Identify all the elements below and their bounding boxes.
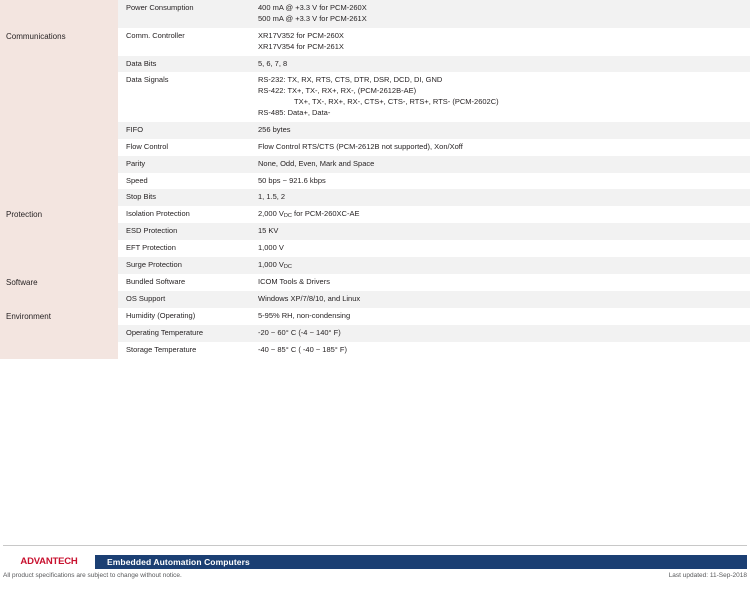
spec-group-label (0, 0, 118, 28)
spec-value-line: RS-485: Data+, Data- (258, 108, 331, 117)
spec-row-name: Data Bits (118, 56, 258, 73)
page-footer (0, 545, 750, 591)
spec-row-name: Operating Temperature (118, 325, 258, 342)
spec-value-line: 1,000 V (258, 243, 284, 253)
spec-row-value (258, 139, 750, 156)
footer-last-updated: Last updated: 11-Sep-2018 (668, 572, 747, 579)
spec-row-value (258, 122, 750, 139)
spec-value-line: 2,000 VDC for PCM-260XC-AE (258, 209, 360, 220)
spec-value-line: TX+, TX-, RX+, RX-, CTS+, CTS-, RTS+, RTS- (PCM-2602C) (294, 97, 499, 107)
spec-row-value (258, 206, 750, 223)
spec-row-name: Surge Protection (118, 257, 258, 274)
table-row (0, 28, 750, 56)
spec-row-name: FIFO (118, 122, 258, 139)
footer-divider (3, 545, 747, 546)
footer-brand-bar (3, 555, 747, 569)
table-row (0, 308, 750, 325)
spec-row-name: Data Signals (118, 72, 258, 122)
spec-value-line: 1,000 VDC (258, 260, 292, 271)
spec-row-name: Isolation Protection (118, 206, 258, 223)
spec-row-value (258, 0, 750, 28)
spec-group-label-software: Software (0, 274, 118, 308)
spec-value-line: -20 ~ 60° C (-4 ~ 140° F) (258, 327, 341, 337)
spec-value-line: 500 mA @ +3.3 V for PCM-261X (258, 13, 367, 23)
spec-value-line: 5, 6, 7, 8 (258, 58, 288, 68)
spec-row-name: Stop Bits (118, 189, 258, 206)
table-row (0, 274, 750, 291)
spec-value-line: 400 mA @ +3.3 V for PCM-260X (258, 3, 367, 12)
spec-row-value (258, 156, 750, 173)
spec-value-line: ICOM Tools & Drivers (258, 277, 330, 287)
spec-value-line: None, Odd, Even, Mark and Space (258, 158, 375, 168)
spec-value-line: -40 ~ 85° C ( -40 ~ 185° F) (258, 344, 347, 354)
spec-row-name: Power Consumption (118, 0, 258, 28)
footer-title: Embedded Automation Computers (107, 557, 250, 567)
spec-row-value (258, 223, 750, 240)
advantech-logo (3, 555, 95, 569)
spec-row-value (258, 308, 750, 325)
spec-row-name: Speed (118, 173, 258, 190)
spec-row-value (258, 325, 750, 342)
spec-row-value (258, 257, 750, 274)
spec-value-line: RS-232: TX, RX, RTS, CTS, DTR, DSR, DCD, DI, GND (258, 75, 443, 85)
spec-value-line: RS-422: TX+, TX-, RX+, RX-, (PCM-2612B-AE) (258, 86, 417, 96)
spec-value-line: 15 KV (258, 226, 279, 236)
spec-row-name: Humidity (Operating) (118, 308, 258, 325)
spec-value-line: XR17V352 for PCM-260X (258, 30, 344, 40)
spec-value-line: Flow Control RTS/CTS (PCM-2612B not supported), Xon/Xoff (258, 141, 463, 151)
subscript-dc: DC (283, 213, 292, 220)
spec-row-name: Comm. Controller (118, 28, 258, 56)
spec-row-value (258, 28, 750, 56)
spec-row-name: Bundled Software (118, 274, 258, 291)
spec-row-name: OS Support (118, 291, 258, 308)
spec-row-value (258, 72, 750, 122)
spec-value-line: XR17V354 for PCM-261X (258, 41, 344, 51)
spec-group-label-communications: Communications (0, 28, 118, 207)
spec-row-value (258, 291, 750, 308)
subscript-dc: DC (283, 264, 292, 271)
spec-value-line: Windows XP/7/8/10, and Linux (258, 294, 361, 304)
spec-row-value (258, 56, 750, 73)
spec-value-line: 5-95% RH, non-condensing (258, 310, 351, 320)
spec-value-line: 50 bps ~ 921.6 kbps (258, 175, 326, 185)
spec-row-name: Flow Control (118, 139, 258, 156)
spec-row-value (258, 274, 750, 291)
spec-row-value (258, 189, 750, 206)
table-row (0, 0, 750, 28)
spec-row-value (258, 173, 750, 190)
spec-row-name: Storage Temperature (118, 342, 258, 359)
spec-row-name: ESD Protection (118, 223, 258, 240)
table-row (0, 206, 750, 223)
spec-value-line: 256 bytes (258, 124, 291, 134)
spec-group-label-protection: Protection (0, 206, 118, 274)
spec-row-value (258, 342, 750, 359)
spec-row-value (258, 240, 750, 257)
spec-row-name: Parity (118, 156, 258, 173)
spec-value-line: 1, 1.5, 2 (258, 192, 286, 202)
spec-group-label-environment: Environment (0, 308, 118, 359)
advantech-logo-text: ADVANTECH (20, 556, 78, 568)
footer-disclaimer: All product specifications are subject to change without notice. (3, 572, 182, 579)
spec-row-name: EFT Protection (118, 240, 258, 257)
